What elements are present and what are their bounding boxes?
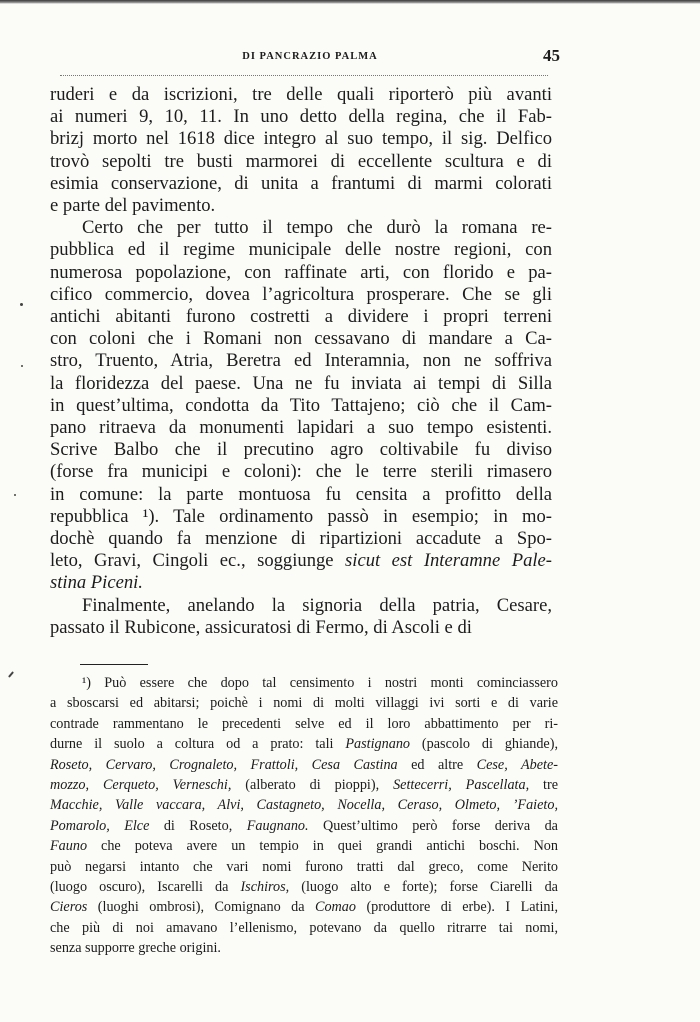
footnote-line: Roseto, Cervaro, Crognaleto, Frattoli, Cesa Castina ed altre Cese, Abete- <box>50 756 558 773</box>
italic-phrase: Cese, Abete- <box>476 756 558 773</box>
footnote-line: Fauno che poteva avere un tempio in quei grandi antichi boschi. Non <box>50 838 558 855</box>
text-line: con coloni che i Romani non cessavano di mandare a Ca- <box>50 328 552 350</box>
text-line: pubblica ed il regime municipale delle nostre regioni, con <box>50 239 552 261</box>
text-line: trovò sepolti tre busti marmorei di eccellente scultura e di <box>50 150 552 172</box>
text-line: passato il Rubicone, assicuratosi di Fermo, di Ascoli e di <box>50 616 472 638</box>
italic-phrase: Macchie, Valle vaccara, Alvi, Castagneto, Nocella, Ceraso, Olmeto, ’Faieto, <box>50 797 558 814</box>
text-line: Scrive Balbo che il precutino agro coltivabile fu diviso <box>50 439 552 461</box>
text-line: Finalmente, anelando la signoria della patria, Cesare, <box>82 594 552 616</box>
text-line: pano ritraeva da monumenti lapidari a suo tempo esistenti. <box>50 417 552 439</box>
footnote-line <box>50 795 558 815</box>
footnote-line: può negarsi intanto che vari nomi furono tratti dal greco, come Nerito <box>50 858 558 875</box>
header-rule <box>60 75 548 76</box>
footnote-line: Pomarolo, Elce di Roseto, Faugnano. Quest’ultimo però forse deriva da <box>50 817 558 834</box>
italic-phrase: Pomarolo, Elce <box>50 817 150 834</box>
italic-phrase: mozzo, Cerqueto, Verneschi, <box>50 777 232 794</box>
italic-phrase: Comao <box>314 899 356 916</box>
text-line: dochè quando fa menzione di ripartizioni accadute a Spo- <box>50 528 552 550</box>
text-line: in comune: la parte montuosa fu censita a profitto della <box>50 483 552 505</box>
body-text <box>50 84 552 639</box>
italic-phrase: Faugnano. <box>246 817 309 834</box>
scan-speck <box>8 671 14 678</box>
text-line: numerosa popolazione, con raffinate arti, con florido e pa- <box>50 261 552 283</box>
paragraph <box>50 84 552 217</box>
text-line: ruderi e da iscrizioni, tre delle quali riporterò più avanti <box>50 84 552 105</box>
footnote-line: durne il suolo a coltura od a prato: tali Pastignano (pascolo di ghiande), <box>50 736 558 753</box>
scan-speck <box>20 303 23 306</box>
text-line <box>50 572 552 594</box>
text-line: e parte del pavimento. <box>50 195 216 217</box>
page-number: 45 <box>543 46 560 65</box>
italic-phrase: Fauno <box>50 838 88 855</box>
footnote-line: senza supporre greche origini. <box>50 940 221 957</box>
footnote <box>50 673 558 959</box>
footnote-line: mozzo, Cerqueto, Verneschi, (alberato di pioppi), Settecerri, Pascellata, tre <box>50 777 559 794</box>
text-line: cifico commercio, dovea l’agricoltura prosperare. Che se gli <box>50 283 552 305</box>
text-line: esimia conservazione, di unita a frantumi di marmi colorati <box>50 172 552 194</box>
footnote-rule <box>80 664 148 665</box>
text-line: leto, Gravi, Cingoli ec., soggiunge sicut est Interamne Pale- <box>50 550 552 572</box>
italic-phrase: stina Piceni. <box>50 572 143 594</box>
italic-phrase: Roseto, Cervaro, Crognaleto, Frattoli, Cesa Castina <box>50 756 398 773</box>
italic-phrase: Pastignano <box>345 736 411 753</box>
footnote-line: che più di noi amavano l’ellenismo, potevano da quello ritrarre tai nomi, <box>50 919 558 936</box>
text-line: Certo che per tutto il tempo che durò la romana re- <box>82 217 552 239</box>
footnote-line: contrade rammentano le precedenti selve ed il loro abbattimento per ri- <box>50 715 558 732</box>
paragraph <box>50 217 552 594</box>
footnote-line: ¹) Può essere che dopo tal censimento i nostri monti cominciassero <box>82 675 558 691</box>
text-line: ai numeri 9, 10, 11. In uno detto della regina, che il Fab- <box>50 106 552 128</box>
running-title: DI PANCRAZIO PALMA <box>242 51 378 62</box>
italic-phrase: sicut est Interamne Pale- <box>345 550 552 572</box>
text-line: stro, Truento, Atria, Beretra ed Interamnia, non ne soffriva <box>50 350 552 372</box>
paragraph <box>50 595 552 639</box>
italic-phrase: Cieros <box>50 899 88 916</box>
text-line: in quest’ultima, condotta da Tito Tattajeno; ciò che il Cam- <box>50 394 552 416</box>
text-line: brizj morto nel 1618 dice integro al suo tempo, il sig. Delfico <box>50 128 552 150</box>
text-line: (forse fra municipi e coloni): che le terre sterili rimasero <box>50 461 552 483</box>
scan-speck <box>21 365 23 367</box>
footnote-line: a sboscarsi ed abitarsi; poichè i nomi di molti villaggi ivi sorti e di varie <box>50 695 558 712</box>
scan-speck <box>14 494 16 496</box>
italic-phrase: Settecerri, Pascellata, <box>393 777 530 794</box>
page-header <box>60 46 560 68</box>
footnote-line: Cieros (luoghi ombrosi), Comignano da Comao (produttore di erbe). I Latini, <box>50 899 558 916</box>
text-line: repubblica ¹). Tale ordinamento passò in esempio; in mo- <box>50 505 552 527</box>
scan-top-edge <box>0 0 700 4</box>
text-line: antichi abitanti furono costretti a dividere i propri terreni <box>50 306 552 328</box>
italic-phrase: Ischiros, <box>240 879 290 896</box>
footnote-line: (luogo oscuro), Iscarelli da Ischiros, (luogo alto e forte); forse Ciarelli da <box>50 879 558 896</box>
text-line: la floridezza del paese. Una ne fu inviata ai tempi di Silla <box>50 372 552 394</box>
